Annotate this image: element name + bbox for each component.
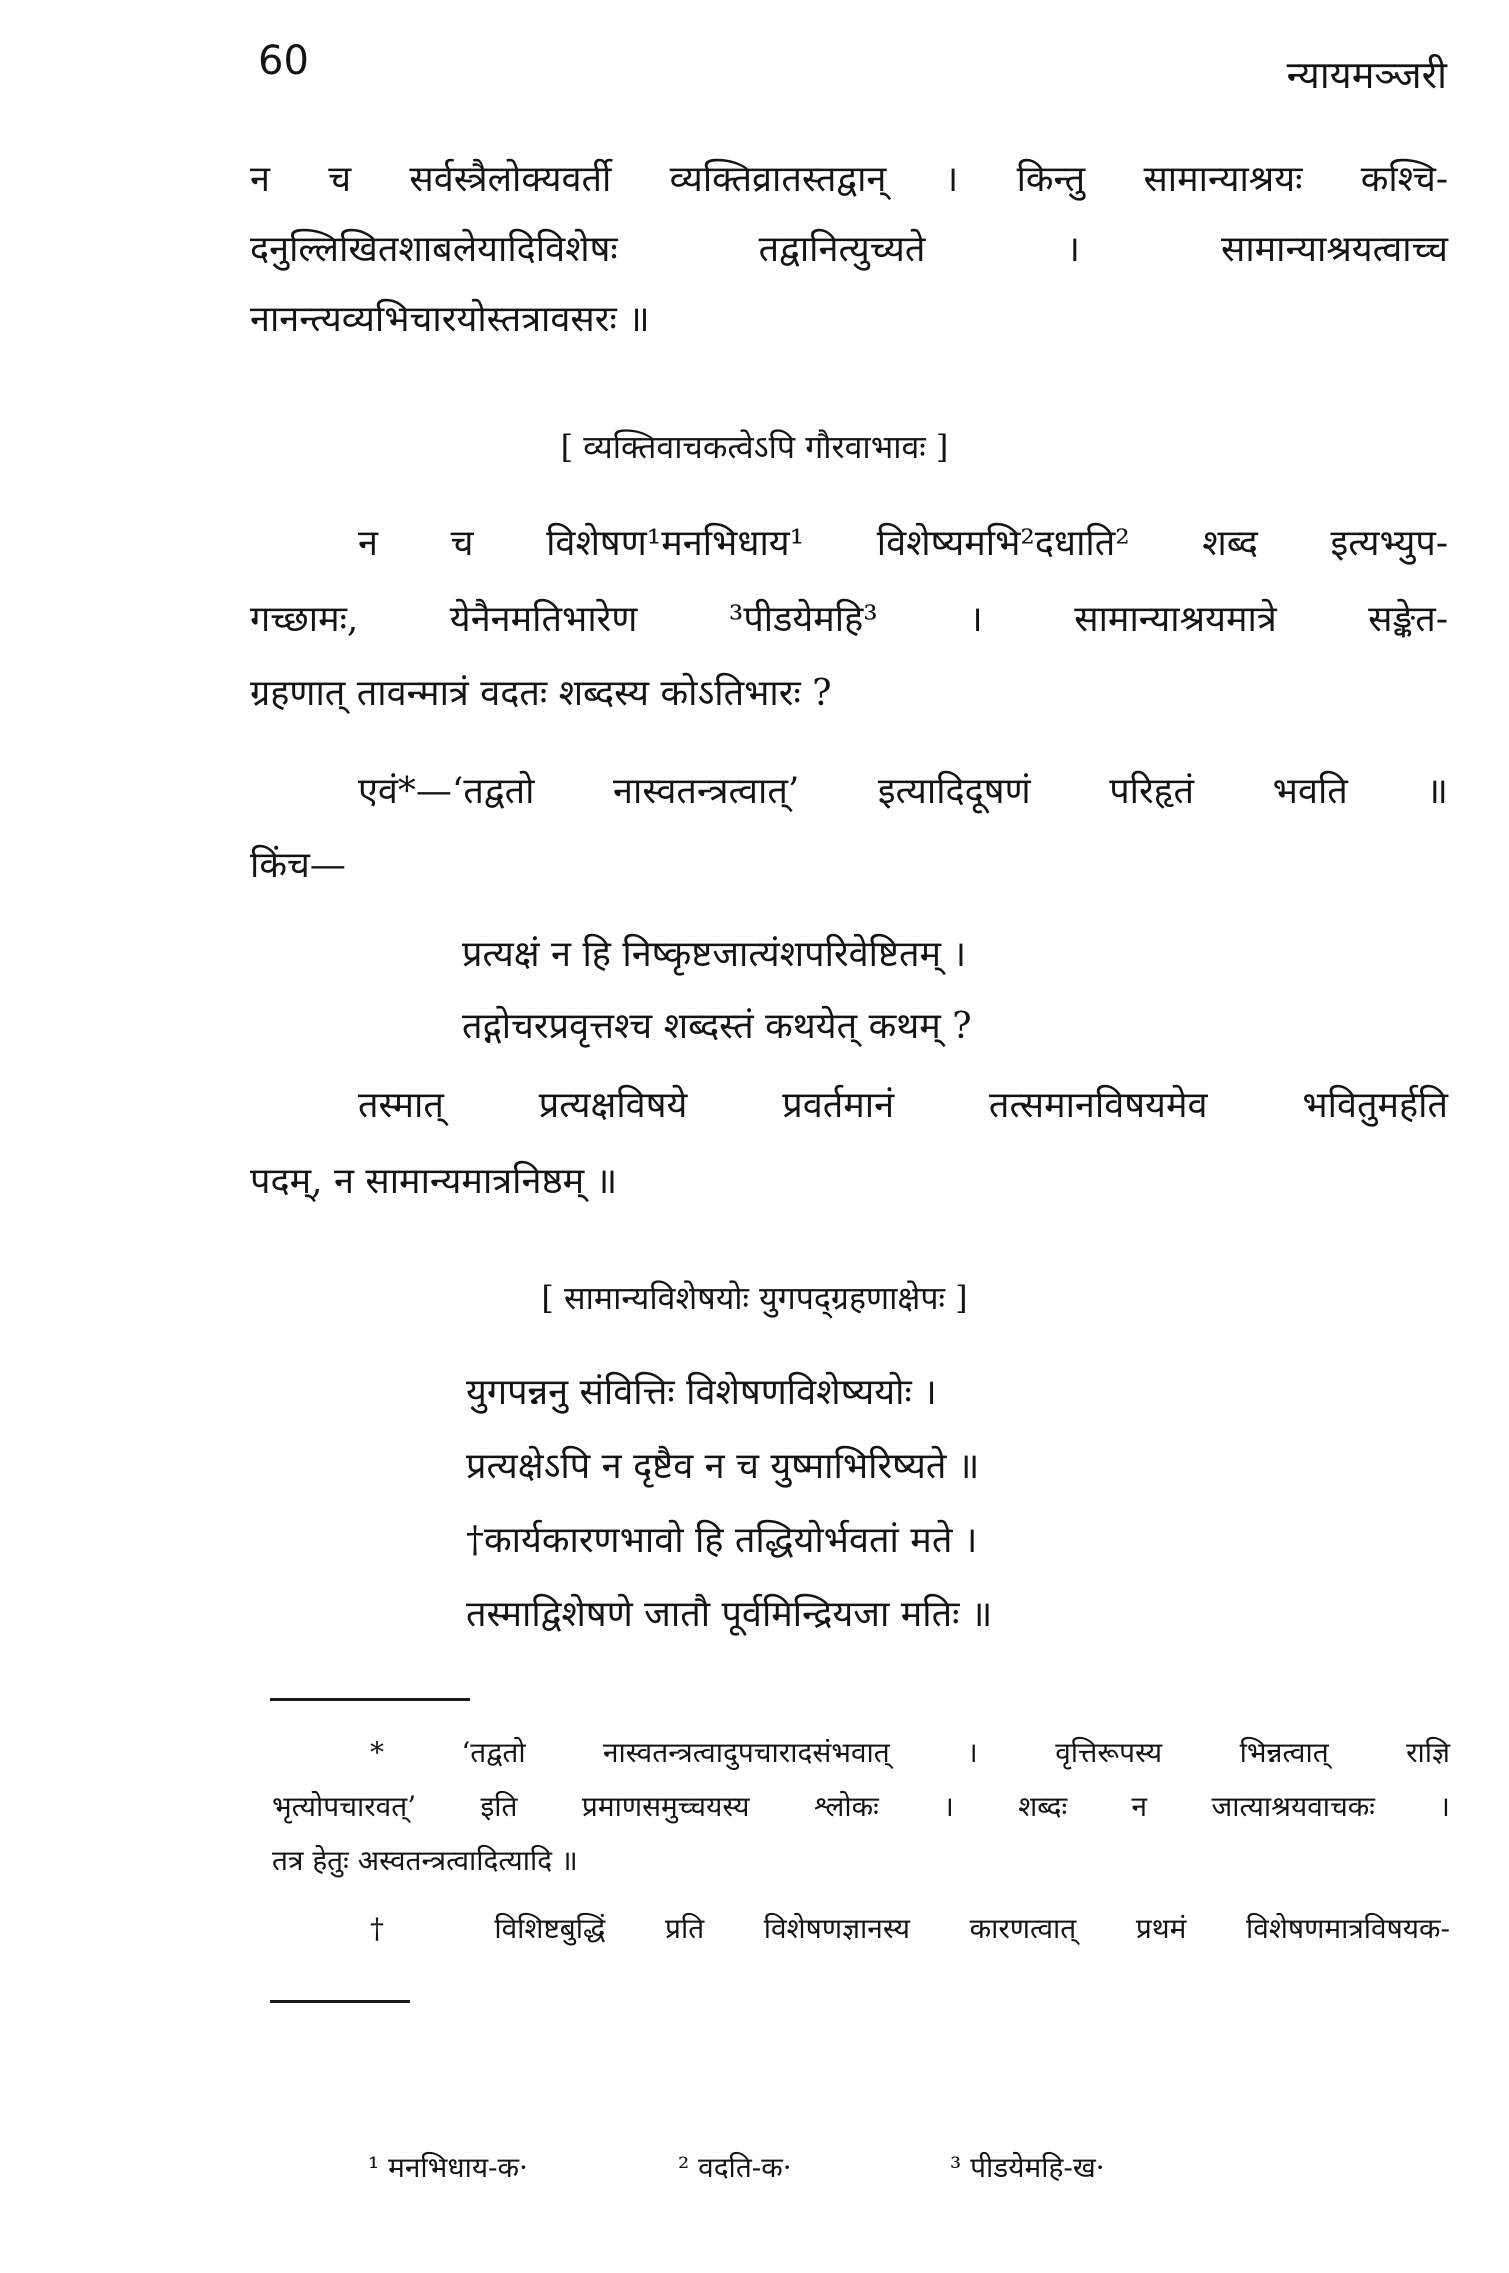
verse-1-line-1: प्रत्यक्षं न हि निष्कृष्टजात्यंशपरिवेष्टितम् । — [462, 934, 967, 975]
paragraph-2-line-1: न च विशेषण¹मनभिधाय¹ विशेष्यमभि²दधाति² शब्द इत्यभ्युप- — [358, 523, 1448, 564]
section-heading-1: [ व्यक्तिवाचकत्वेऽपि गौरवाभावः ] — [560, 428, 949, 466]
paragraph-4-line-2: पदम्, न सामान्यमात्रनिष्ठम् ॥ — [250, 1161, 618, 1202]
paragraph-4-line-1: तस्मात् प्रत्यक्षविषये प्रवर्तमानं तत्समानविषयमेव भवितुमर्हति — [358, 1085, 1448, 1126]
paragraph-1-line-3: नानन्त्यव्यभिचारयोस्तत्रावसरः ॥ — [250, 299, 650, 340]
paragraph-1-line-2: दनुल्लिखितशाबलेयादिविशेषः तद्वानित्युच्यते । सामान्याश्रयत्वाच्च — [250, 229, 1448, 270]
verse-2-line-3: †कार्यकारणभावो हि तद्धियोर्भवतां मते । — [466, 1520, 978, 1561]
variants-separator — [270, 2000, 410, 2003]
paragraph-1-line-1: न च सर्वस्त्रैलोक्यवर्ती व्यक्तिव्रातस्तद्वान् । किन्तु सामान्याश्रयः कश्चि- — [250, 159, 1448, 200]
page-number: 60 — [258, 38, 309, 84]
paragraph-3-line-2: किंच— — [250, 845, 346, 886]
verse-2-line-1: युगपन्ननु संवित्तिः विशेषणविशेष्ययोः । — [466, 1372, 937, 1413]
paragraph-2-line-2: गच्छामः, येनैनमतिभारेण ³पीडयेमहि³ । सामान्याश्रयमात्रे सङ्केत- — [250, 599, 1448, 640]
running-head: न्यायमञ्जरी — [1286, 53, 1447, 97]
footnote-star-line-1: * ‘तद्वतो नास्वतन्त्रत्वादुपचारादसंभवात् । वृत्तिरूपस्य भिन्नत्वात् राज्ञि — [370, 1736, 1450, 1769]
footnote-separator — [270, 1698, 470, 1701]
section-heading-2: [ सामान्यविशेषयोः युगपद्ग्रहणाक्षेपः ] — [541, 1279, 968, 1317]
footnote-dagger: † विशिष्टबुद्धिं प्रति विशेषणज्ञानस्य कारणत्वात् प्रथमं विशेषणमात्रविषयक- — [370, 1912, 1450, 1945]
variant-reading-2: ² वदति-क· — [678, 2151, 792, 2184]
verse-2-line-4: तस्माद्विशेषणे जातौ पूर्वमिन्द्रियजा मतिः ॥ — [466, 1594, 993, 1635]
footnote-star-line-3: तत्र हेतुः अस्वतन्त्रत्वादित्यादि ॥ — [272, 1844, 578, 1877]
verse-1-line-2: तद्गोचरप्रवृत्तश्च शब्दस्तं कथयेत् कथम् ? — [462, 1006, 972, 1047]
paragraph-2-line-3: ग्रहणात् तावन्मात्रं वदतः शब्दस्य कोऽतिभारः ? — [250, 673, 832, 714]
variant-reading-1: ¹ मनभिधाय-क· — [368, 2151, 528, 2184]
paragraph-3-line-1: एवं*—‘तद्वतो नास्वतन्त्रत्वात्’ इत्यादिदूषणं परिहृतं भवति ॥ — [358, 771, 1448, 812]
verse-2-line-2: प्रत्यक्षेऽपि न दृष्टैव न च युष्माभिरिष्यते ॥ — [466, 1446, 980, 1487]
variant-reading-3: ³ पीडयेमहि-ख· — [950, 2151, 1105, 2184]
footnote-star-line-2: भृत्योपचारवत्’ इति प्रमाणसमुच्चयस्य श्लोकः । शब्दः न जात्याश्रयवाचकः । — [272, 1790, 1450, 1823]
